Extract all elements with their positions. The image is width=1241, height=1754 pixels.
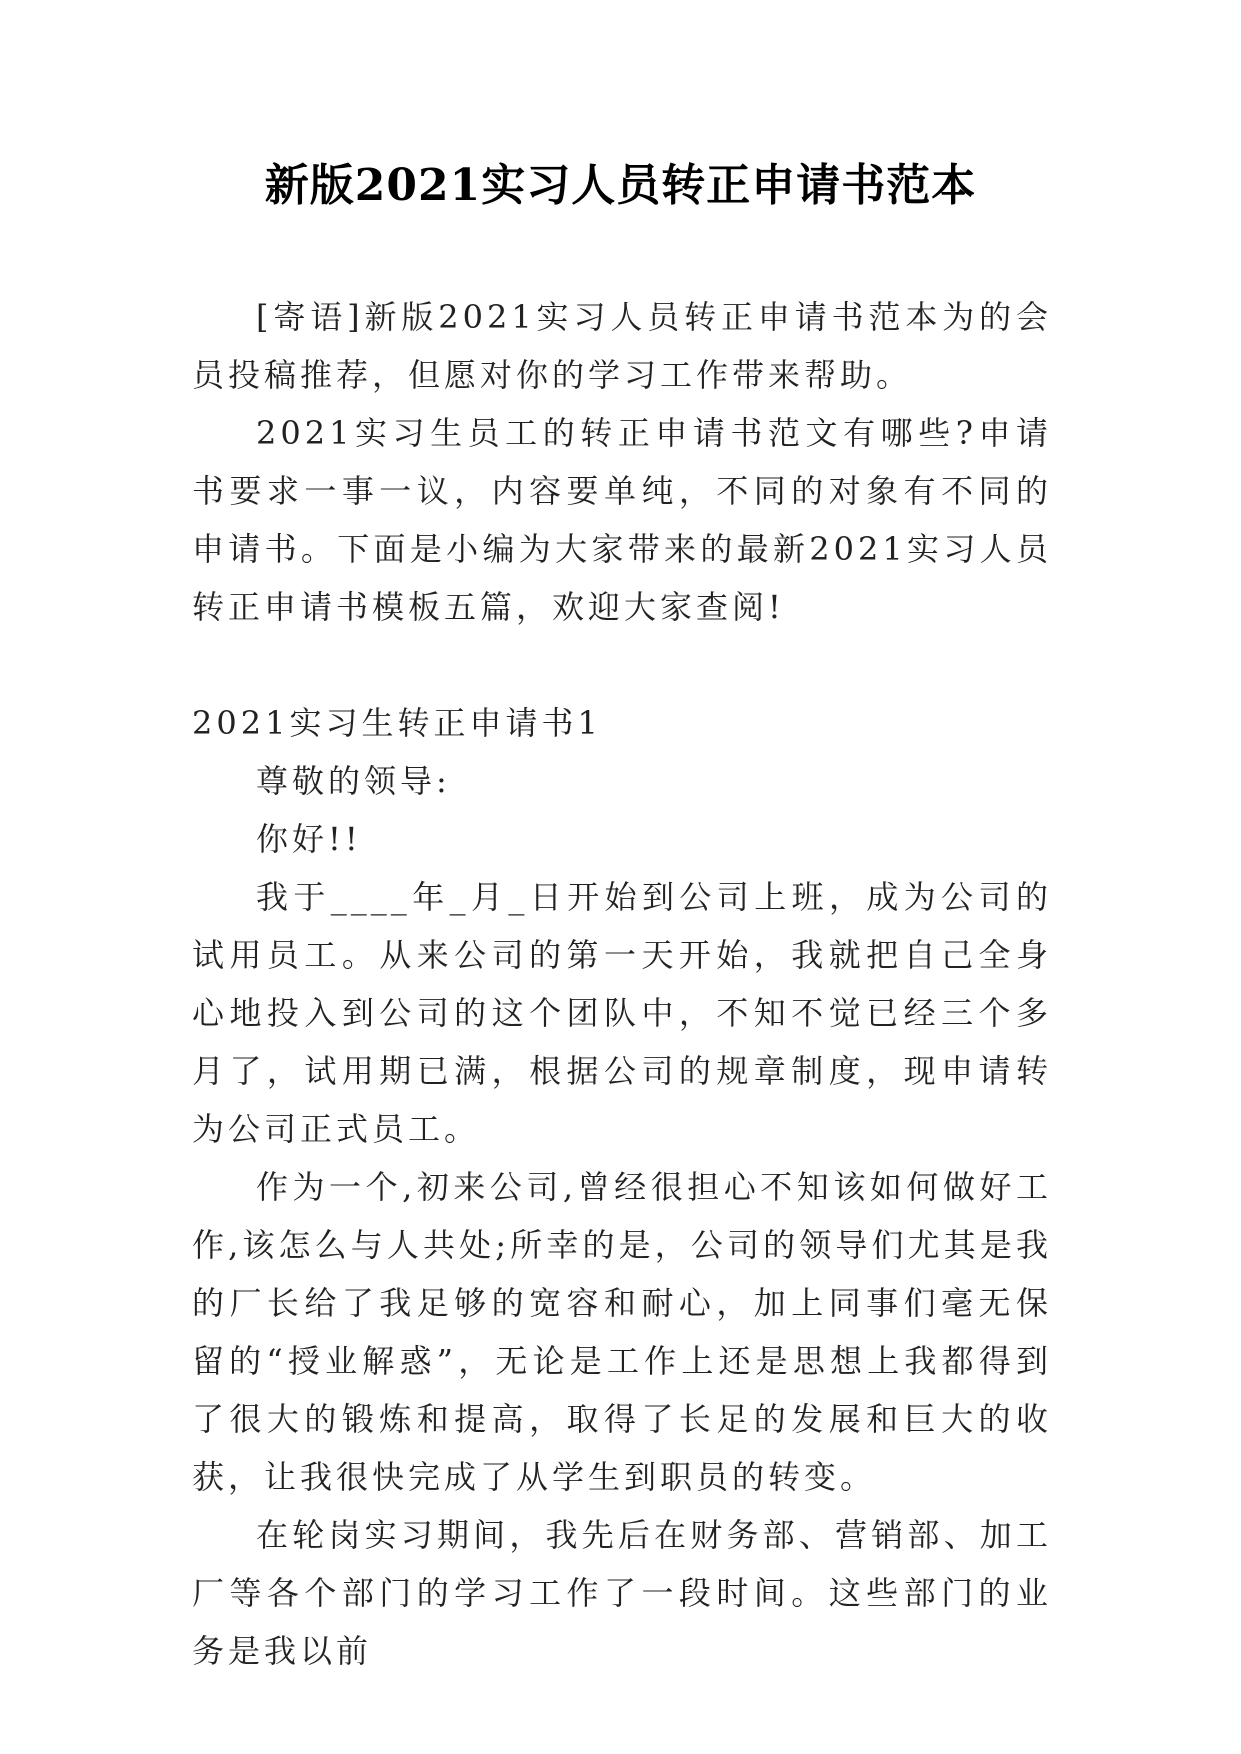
document-body (192, 288, 1052, 1680)
section-heading: 2021实习生转正申请书1 (192, 704, 602, 742)
document-title: 新版2021实习人员转正申请书范本 (264, 160, 977, 211)
letter-paragraph: 我于____年_月_日开始到公司上班，成为公司的试用员工。从来公司的第一天开始，我就把自己全身心地投入到公司的这个团队中，不知不觉已经三个多月了，试用期已满，根据公司的规章制度，现申请转为公司正式员工。 (192, 878, 1052, 1148)
letter-paragraph: 作为一个,初来公司,曾经很担心不知该如何做好工作,该怎么与人共处;所幸的是，公司的领导们尤其是我的厂长给了我足够的宽容和耐心，加上同事们毫无保留的“授业解惑”，无论是工作上还是思想上我都得到了很大的锻炼和提高，取得了长足的发展和巨大的收获，让我很快完成了从学生到职员的转变。 (192, 1168, 1052, 1496)
letter-salutation: 尊敬的领导: (256, 762, 451, 800)
intro-paragraph: [寄语]新版2021实习人员转正申请书范本为的会员投稿推荐，但愿对你的学习工作带来帮助。 (192, 298, 1052, 394)
intro-paragraph: 2021实习生员工的转正申请书范文有哪些?申请书要求一事一议，内容要单纯，不同的对象有不同的申请书。下面是小编为大家带来的最新2021实习人员转正申请书模板五篇，欢迎大家查阅! (192, 414, 1052, 626)
letter-paragraph: 在轮岗实习期间，我先后在财务部、营销部、加工厂等各个部门的学习工作了一段时间。这些部门的业务是我以前 (192, 1516, 1052, 1670)
letter-greeting: 你好!! (256, 820, 362, 858)
